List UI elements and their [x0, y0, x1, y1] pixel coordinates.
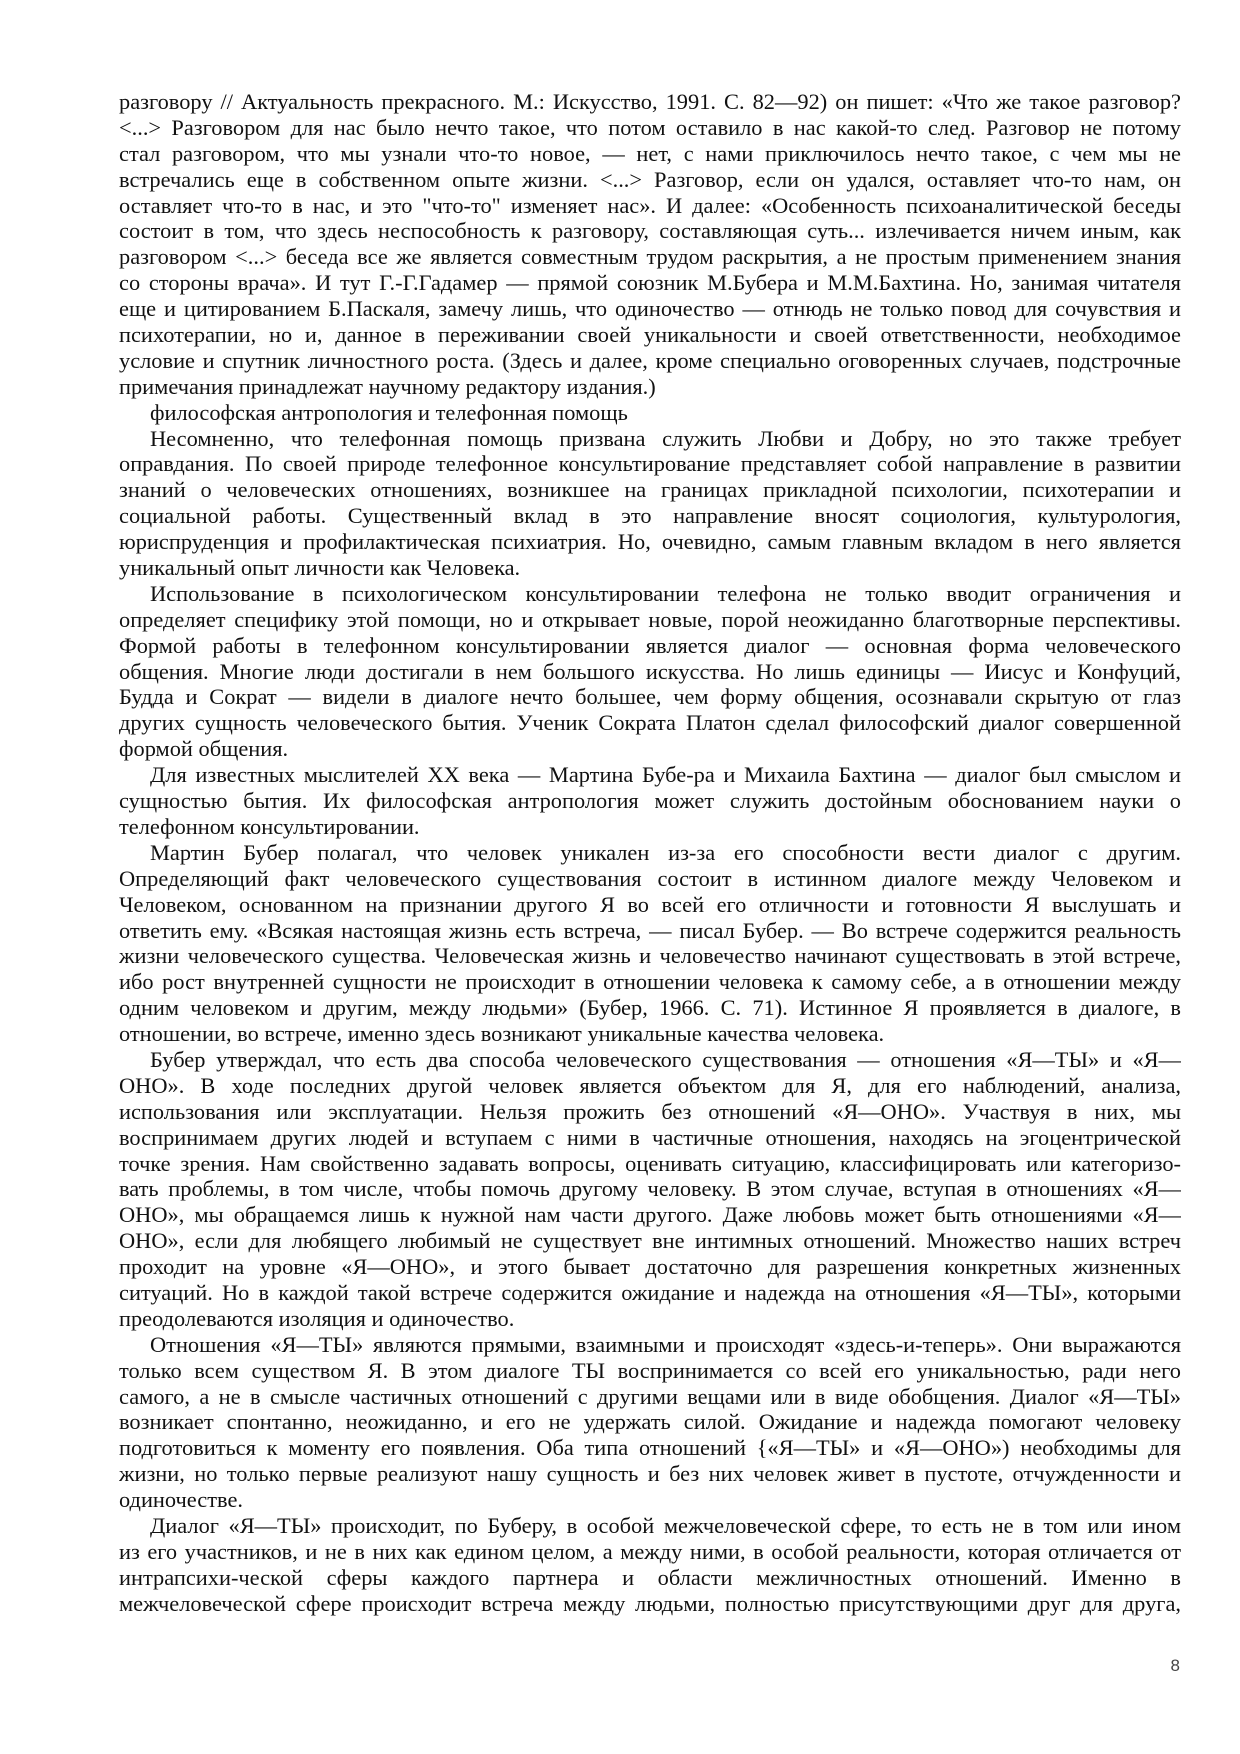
text-line: Отношения «Я—ТЫ» являются прямыми, взаимными и происходят «здесь-и-теперь». Они выражаются — [150, 1331, 1181, 1357]
text-line: самого, а не в смысле частичных отношений с другими вещами или в виде обобщения. Диалог «Я—ТЫ» — [119, 1383, 1181, 1409]
text-line: ОНО», если для любящего любимый не существует вне интимных отношений. Множество наших встреч — [119, 1228, 1181, 1254]
text-line: ибо рост внутренней сущности не происходит в отношении человека к самому себе, а в отношении между — [119, 969, 1181, 995]
section-heading — [119, 400, 1181, 426]
text-line: возникает спонтанно, неожиданно, и его не удержать силой. Ожидание и надежда помогают человеку — [119, 1409, 1181, 1435]
paragraph — [119, 1513, 1181, 1617]
text-line: только всем существом Я. В этом диалоге ТЫ воспринимается со всей его уникальностью, ради него — [119, 1357, 1181, 1383]
text-line: преодолеваются изоляция и одиночество. — [119, 1305, 515, 1331]
text-line: одним человеком и другим, между людьми» (Бубер, 1966. С. 71). Истинное Я проявляется в диалоге, в — [119, 995, 1181, 1021]
text-line: жизни человеческого существа. Человеческая жизнь и человечество начинают существовать в этой встрече, — [119, 943, 1181, 969]
text-line: вать проблемы, в том числе, чтобы помочь другому человеку. В этом случае, вступая в отношениях «Я— — [119, 1176, 1181, 1202]
text-line: разговором <...> беседа все же является совместным трудом раскрытия, а не простым применением знания — [119, 244, 1181, 270]
text-line: еще и цитированием Б.Паскаля, замечу лишь, что одиночество — отнюдь не только повод для сочувствия и — [119, 296, 1181, 322]
text-line: телефонном консультировании. — [119, 813, 420, 839]
text-line: знаний о человеческих отношениях, возникшее на границах прикладной психологии, психотерапии и — [119, 477, 1181, 503]
text-line: сущностью бытия. Их философская антропология может служить достойным обоснованием науки о — [119, 788, 1181, 814]
text-line: разговору // Актуальность прекрасного. М.: Искусство, 1991. С. 82—92) он пишет: «Что же такое разговор? — [119, 89, 1181, 114]
text-line: использования или эксплуатации. Нельзя прожить без отношений «Я—ОНО». Участвуя в них, мы — [119, 1098, 1181, 1124]
text-line: одиночестве. — [119, 1487, 243, 1513]
text-line: примечания принадлежат научному редактору издания.) — [119, 373, 656, 399]
text-line: встречались еще в собственном опыте жизни. <...> Разговор, если он удался, оставляет что-то нам, он — [119, 166, 1181, 192]
text-line: Использование в психологическом консультировании телефона не только вводит ограничения и — [150, 580, 1181, 606]
paragraph — [119, 762, 1181, 840]
text-line: условие и спутник личностного роста. (Здесь и далее, кроме специально оговоренных случаев, подстрочные — [119, 347, 1181, 373]
paragraph — [119, 1047, 1181, 1332]
text-line: Диалог «Я—ТЫ» происходит, по Буберу, в особой межчеловеческой сфере, то есть не в том или ином — [150, 1512, 1181, 1538]
text-line: отношении, во встрече, именно здесь возникают уникальные качества человека. — [119, 1021, 885, 1047]
text-line: оставляет что-то в нас, и это "что-то" изменяет нас». И далее: «Особенность психоаналитической беседы — [119, 192, 1181, 218]
text-line: из его участников, и не в них как едином целом, а между ними, в особой реальности, которая отличается от — [119, 1538, 1181, 1564]
paragraph — [119, 426, 1181, 581]
text-line: интрапсихи-ческой сферы каждого партнера и области межличностных отношений. Именно в — [119, 1564, 1181, 1590]
text-line: других сущность человеческого бытия. Ученик Сократа Платон сделал философский диалог совершенной — [119, 710, 1181, 736]
text-line: точке зрения. Нам свойственно задавать вопросы, оценивать ситуацию, классифицировать или категоризо- — [119, 1150, 1181, 1176]
body-text — [119, 89, 1181, 1617]
text-line: Несомненно, что телефонная помощь призвана служить Любви и Добру, но это также требует — [150, 425, 1181, 451]
text-line: формой общения. — [119, 736, 289, 762]
text-line: Бубер утверждал, что есть два способа человеческого существования — отношения «Я—ТЫ» и «Я— — [150, 1046, 1181, 1072]
text-line: подготовиться к моменту его появления. Оба типа отношений {«Я—ТЫ» и «Я—ОНО») необходимы для — [119, 1435, 1181, 1461]
text-line: оправдания. По своей природе телефонное консультирование представляет собой направление в развитии — [119, 451, 1181, 477]
text-line: <...> Разговором для нас было нечто такое, что потом оставило в нас какой-то след. Разговор не потому — [119, 114, 1181, 140]
text-line: уникальный опыт личности как Человека. — [119, 555, 521, 581]
text-line: юриспруденция и профилактическая психиатрия. Но, очевидно, самым главным вкладом в него является — [119, 529, 1181, 555]
text-line: Формой работы в телефонном консультировании является диалог — основная форма человеческого — [119, 632, 1181, 658]
paragraph — [119, 89, 1181, 400]
page-number: 8 — [1170, 1656, 1180, 1675]
text-line: Человеком, основанном на признании другого Я во всей его отличности и готовности Я выслушать и — [119, 891, 1181, 917]
text-line: ОНО». В ходе последних другой человек является объектом для Я, для его наблюдений, анализа, — [119, 1072, 1181, 1098]
text-line: общения. Многие люди достигали в нем большого искусства. Но лишь единицы — Иисус и Конфуций, — [119, 658, 1181, 684]
text-line: психотерапии, но и, данное в переживании своей уникальности и своей ответственности, необходимое — [119, 322, 1181, 348]
text-line: определяет специфику этой помощи, но и открывает новые, порой неожиданно благотворные перспективы. — [119, 606, 1181, 632]
paragraph — [119, 581, 1181, 762]
text-line: состоит в том, что здесь неспособность к разговору, составляющая суть... излечивается ничем иным, как — [119, 218, 1181, 244]
text-line: ОНО», мы обращаемся лишь к нужной нам части другого. Даже любовь может быть отношениями «Я— — [119, 1202, 1181, 1228]
paragraph — [119, 840, 1181, 1047]
text-line: Для известных мыслителей XX века — Мартина Бубе-ра и Михаила Бахтина — диалог был смыслом и — [150, 762, 1181, 788]
text-line: межчеловеческой сфере происходит встреча между людьми, полностью присутствующими друг для друга, — [119, 1590, 1181, 1616]
text-line: Мартин Бубер полагал, что человек уникален из-за его способности вести диалог с другим. — [150, 839, 1181, 865]
text-line: жизни, но только первые реализуют нашу сущность и без них человек живет в пустоте, отчужденности и — [119, 1461, 1181, 1487]
text-line: проходит на уровне «Я—ОНО», и этого бывает достаточно для разрешения конкретных жизненных — [119, 1254, 1181, 1280]
paragraph — [119, 1332, 1181, 1513]
text-line: стал разговором, что мы узнали что-то новое, — нет, с нами приключилось нечто такое, с чем мы не — [119, 140, 1181, 166]
text-line: Определяющий факт человеческого существования состоит в истинном диалоге между Человеком и — [119, 865, 1181, 891]
text-line: социальной работы. Существенный вклад в это направление вносят социология, культурология, — [119, 503, 1181, 529]
text-line: воспринимаем других людей и вступаем с ними в частичные отношения, находясь на эгоцентрической — [119, 1124, 1181, 1150]
text-line: со стороны врача». И тут Г.-Г.Гадамер — прямой союзник М.Бубера и М.М.Бахтина. Но, занимая читателя — [119, 270, 1181, 296]
text-line: ответить ему. «Всякая настоящая жизнь есть встреча, — писал Бубер. — Во встрече содержится реальность — [119, 917, 1181, 943]
text-line: философская антропология и телефонная помощь — [150, 399, 628, 425]
text-line: Будда и Сократ — видели в диалоге нечто большее, чем форму общения, осознавали скрытую от глаз — [119, 684, 1181, 710]
text-line: ситуаций. Но в каждой такой встрече содержится ожидание и надежда на отношения «Я—ТЫ», которыми — [119, 1279, 1181, 1305]
